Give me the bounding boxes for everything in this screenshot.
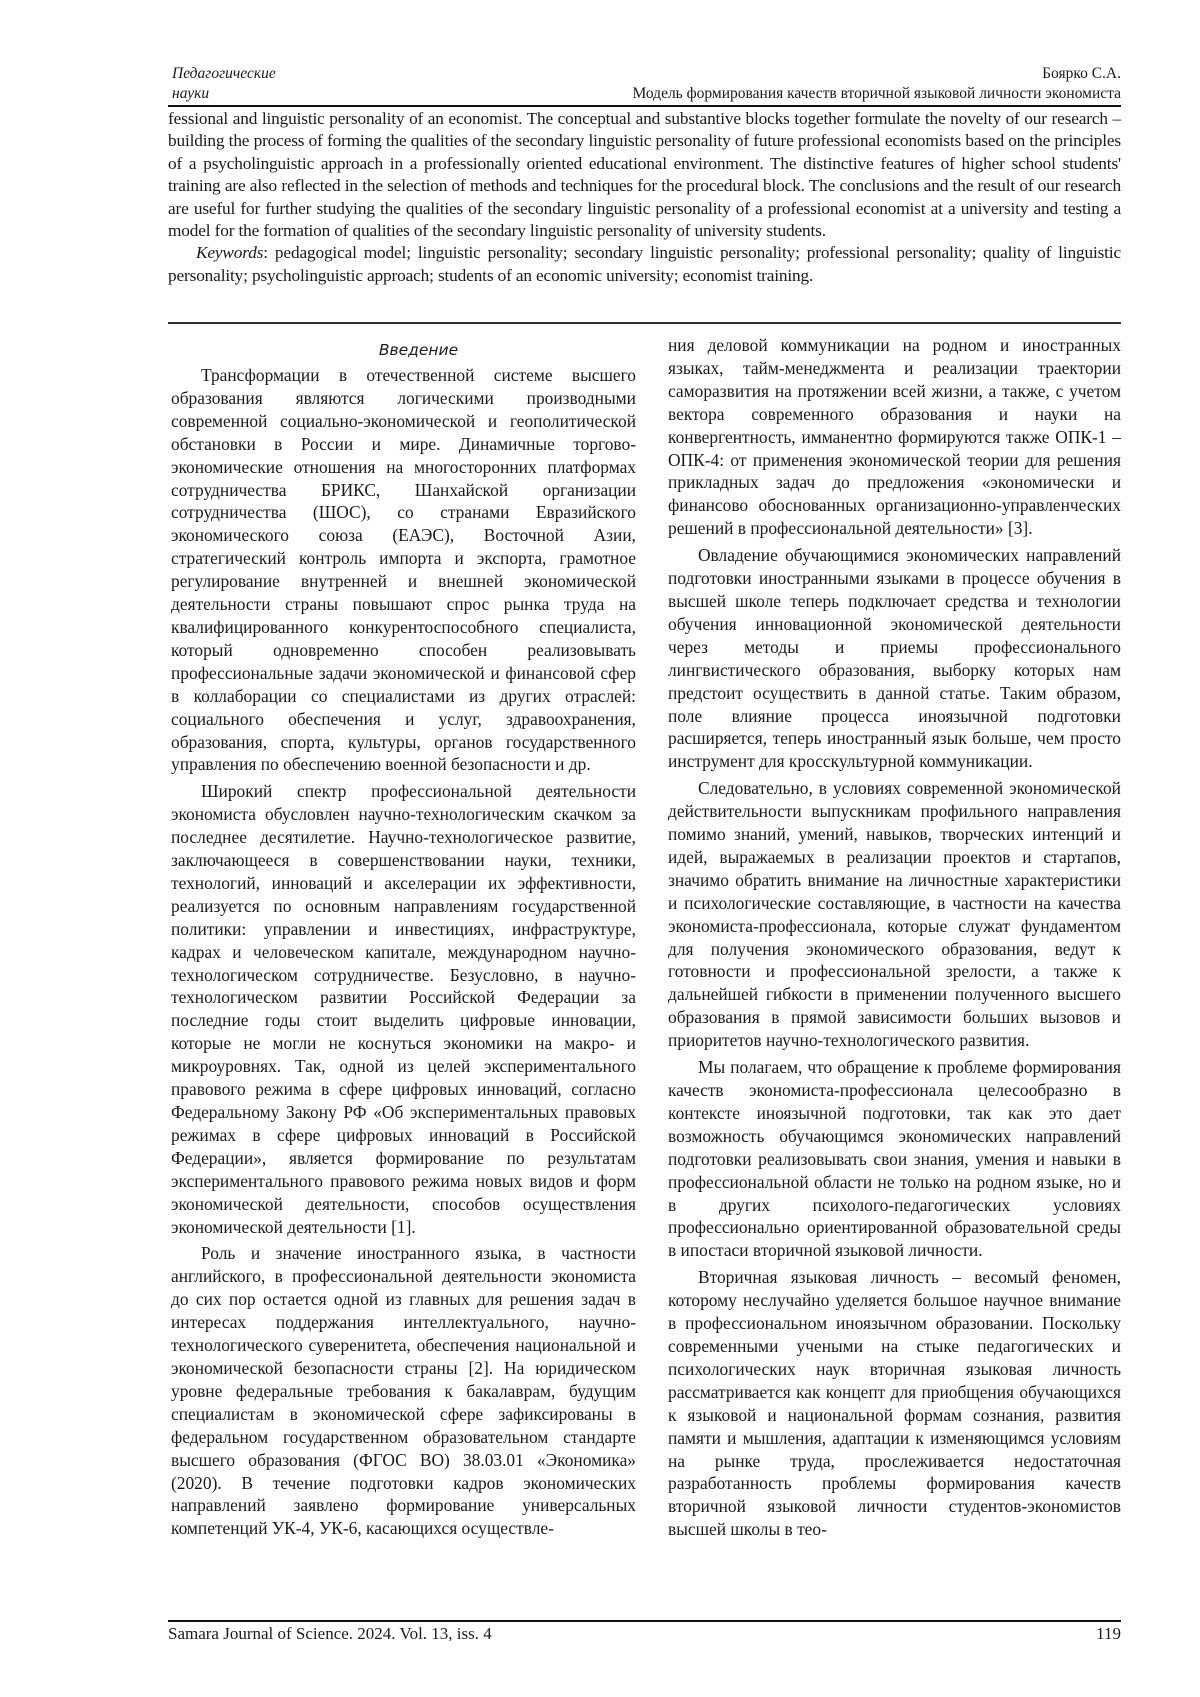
keywords-label: Keywords [196, 243, 264, 263]
abstract-text: fessional and linguistic personality of an economist. The conceptual and substantive blocks together formulate the novelty of our research – building the process of forming the qualities of the secondary linguistic personality of future professional economists based on the principles of a psycholinguistic approach in a professionally oriented educational environment. The distinctive features of higher school students' training are also reflected in the selection of methods and techniques for the procedural block. The conclusions and the result of our research are useful for further studying the qualities of the secondary linguistic personality of a professional economist at a university and testing a model for the formation of qualities of the secondary linguistic personality of university students. [168, 109, 1121, 241]
running-header [168, 64, 1121, 106]
paragraph: Мы полагаем, что обращение к проблеме формирования качеств экономиста-профессионала целесообразно в контексте иноязычной подготовки, так как это дает возможность обучающимся экономических направлений подготовки реализовывать свои знания, умения и навыки в профессиональной области не только на родном языке, но и в других психолого-педагогических условиях профессионально ориентированной образовательной среды в ипостаси вторичной языковой личности. [668, 1057, 1121, 1261]
abstract-rule [168, 322, 1121, 324]
paragraph: Трансформации в отечественной системе высшего образования являются логическими производными современной социально-экономической и геополитической обстановки в России и мире. Динамичные торгово-экономические отношения на многосторонних платформах сотрудничества БРИКС, Шанхайской организации сотрудничества (ШОС), со странами Евразийского экономического союза (ЕАЭС), Восточной Азии, стратегический контроль импорта и экспорта, грамотное регулирование внутренней и внешней экономической деятельности страны повышают спрос рынка труда на квалифицированного конкурентоспособного специалиста, который одновременно способен реализовывать профессиональные задачи экономической и финансовой сфер в коллаборации со специалистами из других отраслей: социального обеспечения и услуг, здравоохранения, образования, спорта, культуры, органов государственного управления по обеспечению военной безопасности и др. [171, 365, 636, 775]
page-number: 119 [1096, 1624, 1121, 1643]
abstract [168, 108, 1121, 287]
section-label-line2: науки [172, 85, 210, 102]
paragraph: Следовательно, в условиях современной экономической действительности выпускникам профильного направления помимо знаний, умений, навыков, творческих интенций и идей, выражаемых в реализации проектов и стартапов, значимо обратить внимание на личностные характеристики и психологические составляющие, в частности на качества экономиста-профессионала, которые служат фундаментом для получения экономического образования, ведут к готовности и профессиональной зрелости, а также к дальнейшей гибкости в применении полученного высшего образования в прямой зависимости больших вызовов и приоритетов научно-технологического развития. [668, 778, 1121, 1051]
journal-citation: Samara Journal of Science. 2024. Vol. 13, iss. 4 [168, 1624, 492, 1643]
section-label-line1: Педагогические [172, 65, 276, 82]
header-rule [168, 105, 1121, 107]
author-name: Боярко С.А. [1042, 65, 1121, 82]
keywords [168, 242, 1121, 287]
header-right [632, 64, 1121, 104]
right-column [668, 334, 1121, 1545]
section-title: Введение [378, 341, 459, 359]
paragraph: Овладение обучающимися экономических направлений подготовки иностранными языками в процессе обучения в высшей школе теперь подключает средства и технологии обучения инновационной экономической деятельности через методы и приемы профессионального лингвистического образования, выборку которых нам предстоит осуществить в данной статье. Таким образом, поле влияние процесса иноязычной подготовки расширяется, теперь иностранный язык больше, чем просто инструмент для кросскультурной коммуникации. [668, 545, 1121, 772]
journal-page [168, 0, 1121, 1697]
left-column [171, 340, 636, 1544]
keywords-list: : pedagogical model; linguistic personality; secondary linguistic personality; professional personality; quality of linguistic personality; psycholinguistic approach; students of an economic university; economist training. [168, 243, 1121, 285]
paragraph: Вторичная языковая личность – весомый феномен, которому неслучайно уделяется большое научное внимание в профессиональном иноязычном образовании. Поскольку современными учеными на стыке педагогических и психологических наук вторичная языковая личность рассматривается как концепт для приобщения обучающихся к языковой и национальной формам сознания, развития памяти и мышления, адаптации к изменяющимся условиям на рынке труда, прослеживается недостаточная разработанность проблемы формирования качеств вторичной языковой личности студентов-экономистов высшей школы в тео- [668, 1267, 1121, 1540]
paragraph-continuation: ния деловой коммуникации на родном и иностранных языках, тайм-менеджмента и реализации траектории саморазвития на протяжении всей жизни, а также, с учетом вектора современного образования и науки на конвергентность, имманентно формируются также ОПК-1 – ОПК-4: от применения экономической теории для решения прикладных задач до предложения «экономически и финансово обоснованных организационно-управленческих решений в профессиональной деятельности» [3]. [668, 335, 1121, 539]
paragraph: Широкий спектр профессиональной деятельности экономиста обусловлен научно-технологическим скачком за последнее десятилетие. Научно-технологическое развитие, заключающееся в совершенствовании науки, техники, технологий, инноваций и акселерации их эффективности, реализуется по основным направлениям государственной политики: управлении и инвестициях, инфраструктуре, кадрах и человеческом капитале, международном научно-технологическом сотрудничестве. Безусловно, в научно-технологическом развитии Российской Федерации за последние годы стоит выделить цифровые инновации, которые не могли не коснуться экономики на макро- и микроуровнях. Так, одной из целей экспериментального правового режима в сфере цифровых инноваций, согласно Федеральному Закону РФ «Об экспериментальных правовых режимах в сфере цифровых инноваций в Российской Федерации», является формирование по результатам экспериментального правового режима новых видов и форм экономической деятельности, способов осуществления экономической деятельности [1]. [171, 781, 636, 1237]
paragraph: Роль и значение иностранного языка, в частности английского, в профессиональной деятельности экономиста до сих пор остается одной из главных для решения задач в интересах поддержания интеллектуального, научно-технологического суверенитета, обеспечения национальной и экономической безопасности страны [2]. На юридическом уровне федеральные требования к бакалаврам, будущим специалистам в экономической сфере зафиксированы в федеральном государственном образовательном стандарте высшего образования (ФГОС ВО) 38.03.01 «Экономика» (2020). В течение подготовки кадров экономических направлений заявлено формирование универсальных компетенций УК-4, УК-6, касающихся осуществле- [171, 1243, 636, 1539]
section-label [172, 64, 276, 104]
article-title: Модель формирования качеств вторичной языковой личности экономиста [632, 85, 1121, 102]
footer-rule [168, 1620, 1121, 1622]
